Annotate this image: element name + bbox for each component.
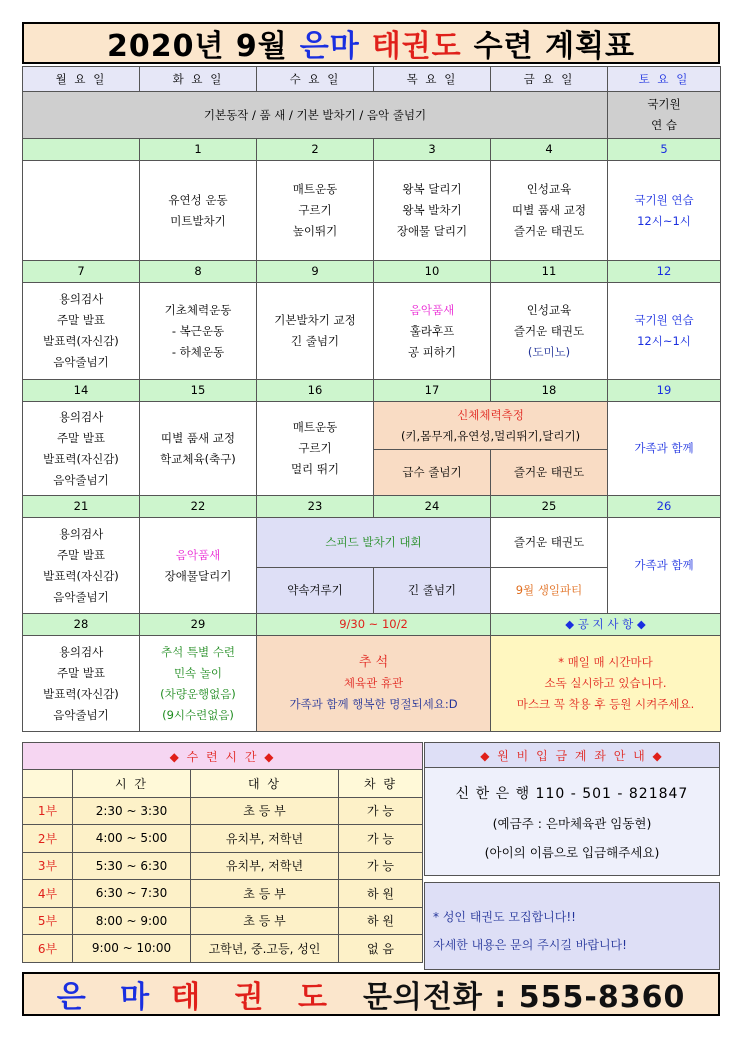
schedule-vehicle: 가 능 (339, 797, 423, 825)
activity-line: 매트운동 (292, 182, 338, 196)
activity-line: 미트발차기 (170, 213, 226, 228)
activity-line: 12시~1시 (637, 334, 691, 348)
activity-line: 기초체력운동 (164, 302, 232, 317)
week4-activity-row-a (23, 518, 721, 568)
schedule-target: 초 등 부 (191, 797, 339, 825)
info-section (22, 742, 720, 970)
week5-activity-row (23, 636, 721, 732)
activity-line: 멀리 뛰기 (290, 462, 340, 476)
activity-line: 즐거운 태권도 (513, 224, 585, 238)
schedule-time: 6:30 ~ 7:30 (73, 880, 191, 908)
week4-sat: 가족과 함께 (608, 518, 721, 614)
date-cell: 8 (140, 261, 257, 283)
schedule-part: 5부 (23, 907, 73, 935)
schedule-row (23, 880, 423, 908)
activity-line: 신체체력측정 (457, 407, 524, 422)
activity-line: 발표력(자신감) (43, 334, 119, 348)
week1-activity-row (23, 161, 721, 261)
account-title: ◆ 원 비 입 금 계 좌 안 내 ◆ (424, 742, 720, 768)
footer-banner (22, 972, 720, 1016)
date-cell: 26 (608, 496, 721, 518)
activity-line: 국기원 연습 (634, 192, 694, 207)
date-cell: 3 (374, 139, 491, 161)
activity-line: (도미노) (527, 344, 571, 359)
banner-main: 기본동작 / 품 새 / 기본 발차기 / 음악 줄넘기 (23, 92, 608, 139)
week5-holiday (257, 636, 491, 732)
activity-line: (9시수련없음) (162, 707, 234, 722)
week2-thu (374, 283, 491, 380)
activity-line: 띠별 품새 교정 (512, 203, 586, 217)
week3-date-row (23, 380, 721, 402)
week2-fri (491, 283, 608, 380)
footer-phone: 문의전화 : 555-8360 (362, 980, 686, 1015)
schedule-row (23, 825, 423, 853)
activity-line: 긴 줄넘기 (290, 334, 340, 348)
week1-wed (257, 161, 374, 261)
date-cell: 25 (491, 496, 608, 518)
schedule-part: 4부 (23, 880, 73, 908)
weekday-fri: 금 요 일 (491, 67, 608, 92)
schedule-target: 유치부, 저학년 (191, 825, 339, 853)
date-cell: 14 (23, 380, 140, 402)
weekday-tue: 화 요 일 (140, 67, 257, 92)
week3-tue (140, 402, 257, 496)
activity-line: 장애물달리기 (164, 568, 232, 583)
schedule-target: 고학년, 중.고등, 성인 (191, 935, 339, 963)
week1-thu (374, 161, 491, 261)
schedule-row (23, 907, 423, 935)
schedule-title: ◆ 수 련 시 간 ◆ (23, 743, 423, 770)
activity-line: 주말 발표 (56, 665, 106, 680)
notice-line: * 매일 매 시간마다 (558, 655, 653, 669)
title-plan: 수련 계획표 (473, 29, 636, 64)
training-schedule (22, 742, 423, 963)
activity-line: 높이뛰기 (292, 224, 338, 238)
banner-row (23, 92, 721, 139)
week2-mon (23, 283, 140, 380)
week1-fri (491, 161, 608, 261)
calendar-table (22, 66, 721, 732)
activity-line: 음악품새 (175, 547, 221, 562)
schedule-vehicle: 하 원 (339, 907, 423, 935)
week3-mon (23, 402, 140, 496)
schedule-part: 3부 (23, 852, 73, 880)
activity-line: 띠별 품새 교정 (161, 430, 235, 445)
date-cell: 15 (140, 380, 257, 402)
activity-line: 기본발차기 교정 (274, 313, 356, 327)
week3-thu: 급수 줄넘기 (374, 450, 491, 496)
schedule-time: 8:00 ~ 9:00 (73, 907, 191, 935)
weekday-thu: 목 요 일 (374, 67, 491, 92)
week4-mon (23, 518, 140, 614)
date-cell: 29 (140, 614, 257, 636)
week1-date-row (23, 139, 721, 161)
activity-line: 발표력(자신감) (43, 686, 119, 701)
activity-line: 훌라후프 (409, 323, 455, 338)
page-title (22, 22, 720, 64)
activity-line: 용의검사 (58, 644, 104, 659)
activity-line: 구르기 (298, 441, 332, 455)
week4-fri-top: 즐거운 태권도 (491, 518, 608, 568)
banner-sat-line: 국기원 (647, 97, 681, 111)
account-holder: (예금주 : 은마체육관 임동현) (492, 816, 652, 831)
date-cell: 12 (608, 261, 721, 283)
activity-line: 주말 발표 (56, 430, 106, 445)
notice-header: ◆ 공 지 사 항 ◆ (491, 614, 721, 636)
weekday-header-row (23, 67, 721, 92)
schedule-vehicle: 없 음 (339, 935, 423, 963)
week4-fri: 9월 생일파티 (491, 568, 608, 614)
activity-line: 용의검사 (58, 409, 104, 424)
schedule-time: 4:00 ~ 5:00 (73, 825, 191, 853)
date-cell: 1 (140, 139, 257, 161)
week2-tue (140, 283, 257, 380)
schedule-col-target: 대 상 (191, 770, 339, 798)
date-cell: 9/30 ~ 10/2 (257, 614, 491, 636)
date-cell: 10 (374, 261, 491, 283)
week2-date-row (23, 261, 721, 283)
schedule-col-time: 시 간 (73, 770, 191, 798)
date-cell: 28 (23, 614, 140, 636)
activity-line: 음악줄넘기 (53, 707, 109, 722)
weekday-sat: 토 요 일 (608, 67, 721, 92)
activity-line: 왕복 달리기 (402, 182, 462, 196)
activity-line: 발표력(자신감) (43, 451, 119, 466)
week2-sat (608, 283, 721, 380)
date-cell: 23 (257, 496, 374, 518)
activity-line: (키,몸무게,유연성,멀리뛰기,달리기) (400, 428, 581, 443)
activity-line: 장애물 달리기 (396, 224, 468, 238)
schedule-time: 2:30 ~ 3:30 (73, 797, 191, 825)
week5-date-row (23, 614, 721, 636)
schedule-target: 초 등 부 (191, 907, 339, 935)
week3-sat: 가족과 함께 (608, 402, 721, 496)
activity-line: 12시~1시 (637, 213, 691, 228)
activity-line: 공 피하기 (407, 344, 457, 359)
activity-line: 음악줄넘기 (53, 589, 109, 604)
week3-fitness-test (374, 402, 608, 450)
schedule-target: 초 등 부 (191, 880, 339, 908)
banner-sat-line: 연 습 (651, 118, 677, 132)
week1-mon (23, 161, 140, 261)
week2-wed (257, 283, 374, 380)
date-cell: 5 (608, 139, 721, 161)
schedule-vehicle: 가 능 (339, 852, 423, 880)
week5-notice (491, 636, 721, 732)
activity-line: - 하체운동 (171, 344, 225, 359)
week4-thu: 긴 줄넘기 (374, 568, 491, 614)
title-brand-taekwondo: 태권도 (371, 29, 462, 64)
date-cell: 11 (491, 261, 608, 283)
date-cell: 17 (374, 380, 491, 402)
activity-line: (차량운행없음) (160, 686, 236, 701)
schedule-vehicle: 가 능 (339, 825, 423, 853)
activity-line: 주말 발표 (56, 547, 106, 562)
date-cell (23, 139, 140, 161)
title-date: 2020년 9월 (106, 29, 288, 64)
holiday-line: 가족과 함께 행복한 명절되세요:D (289, 697, 458, 711)
activity-line: 인성교육 (526, 182, 572, 196)
weekday-wed: 수 요 일 (257, 67, 374, 92)
notice-line: 마스크 꼭 착용 후 등원 시켜주세요. (516, 697, 695, 711)
footer-brand-taekwondo: 태 권 도 (171, 980, 339, 1015)
date-cell: 24 (374, 496, 491, 518)
activity-line: 용의검사 (58, 292, 104, 306)
weekday-mon: 월 요 일 (23, 67, 140, 92)
week5-tue (140, 636, 257, 732)
holiday-line: 체육관 휴관 (343, 676, 404, 690)
schedule-vehicle: 하 원 (339, 880, 423, 908)
account-panel (424, 742, 720, 970)
recruit-notice (424, 882, 720, 970)
schedule-part: 2부 (23, 825, 73, 853)
schedule-time: 9:00 ~ 10:00 (73, 935, 191, 963)
schedule-col-vehicle: 차 량 (339, 770, 423, 798)
activity-line: 학교체육(축구) (160, 451, 236, 466)
recruit-line: * 성인 태권도 모집합니다!! (433, 910, 576, 924)
date-cell: 21 (23, 496, 140, 518)
date-cell: 7 (23, 261, 140, 283)
schedule-time: 5:30 ~ 6:30 (73, 852, 191, 880)
week3-wed (257, 402, 374, 496)
schedule-row (23, 797, 423, 825)
schedule-row (23, 935, 423, 963)
activity-line: 매트운동 (292, 420, 338, 434)
week4-date-row (23, 496, 721, 518)
activity-line: 국기원 연습 (634, 313, 694, 327)
activity-line: 음악줄넘기 (53, 472, 109, 487)
recruit-line: 자세한 내용은 문의 주시길 바랍니다! (433, 938, 627, 952)
activity-line: - 복근운동 (171, 323, 225, 338)
date-cell: 18 (491, 380, 608, 402)
activity-line: 용의검사 (58, 526, 104, 541)
schedule-part: 1부 (23, 797, 73, 825)
activity-line: 추석 특별 수련 (161, 644, 235, 659)
week3-activity-row-a (23, 402, 721, 450)
schedule-target: 유치부, 저학년 (191, 852, 339, 880)
week2-activity-row (23, 283, 721, 380)
week1-sat (608, 161, 721, 261)
account-info (424, 768, 720, 876)
schedule-part: 6부 (23, 935, 73, 963)
activity-line: 음악품새 (409, 302, 455, 317)
banner-sat (608, 92, 721, 139)
notice-line: 소독 실시하고 있습니다. (544, 676, 667, 690)
date-cell: 4 (491, 139, 608, 161)
activity-line: 음악줄넘기 (53, 355, 109, 369)
footer-brand-eunma: 은 마 (56, 980, 162, 1015)
title-brand-eunma: 은마 (299, 29, 360, 64)
activity-line: 민속 놀이 (173, 665, 223, 680)
date-cell: 22 (140, 496, 257, 518)
week5-mon (23, 636, 140, 732)
holiday-title: 추 석 (358, 655, 389, 670)
date-cell: 16 (257, 380, 374, 402)
activity-line: 발표력(자신감) (43, 568, 119, 583)
date-cell: 19 (608, 380, 721, 402)
week3-fri: 즐거운 태권도 (491, 450, 608, 496)
date-cell: 2 (257, 139, 374, 161)
week4-wed: 약속겨루기 (257, 568, 374, 614)
activity-line: 즐거운 태권도 (513, 323, 585, 338)
date-cell: 9 (257, 261, 374, 283)
activity-line: 유연성 운동 (168, 192, 228, 207)
activity-line: 인성교육 (526, 302, 572, 317)
bank-account: 신 한 은 행 110 - 501 - 821847 (455, 786, 689, 802)
week4-tue (140, 518, 257, 614)
week4-speed-kick: 스피드 발차기 대회 (257, 518, 491, 568)
activity-line: 주말 발표 (56, 313, 106, 327)
activity-line: 구르기 (298, 203, 332, 217)
activity-line: 왕복 발차기 (402, 203, 462, 217)
account-note: (아이의 이름으로 입금해주세요) (484, 845, 660, 860)
week1-tue (140, 161, 257, 261)
schedule-col-part (23, 770, 73, 798)
schedule-row (23, 852, 423, 880)
